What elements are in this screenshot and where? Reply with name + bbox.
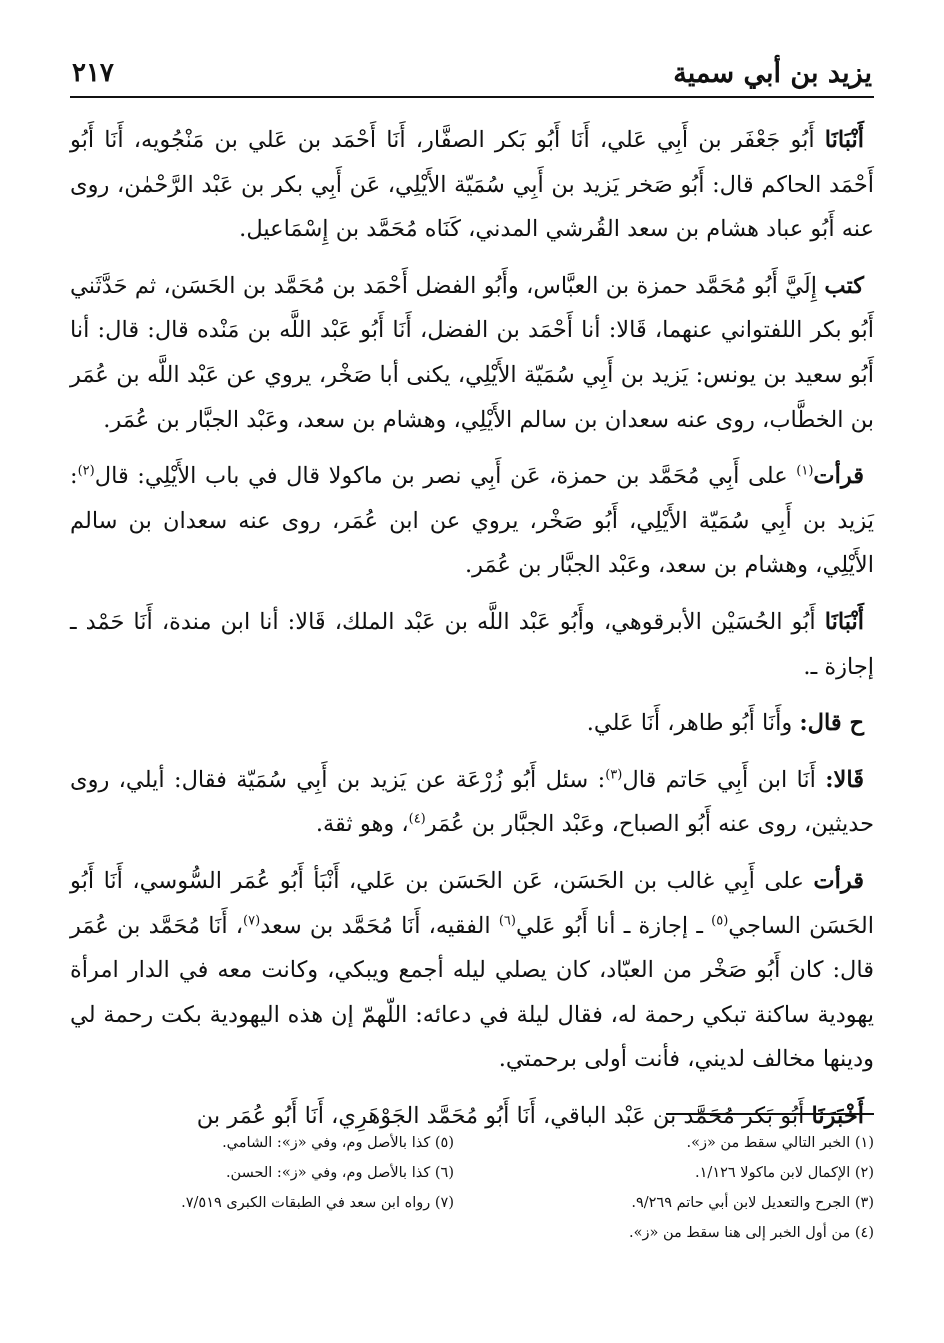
paragraph-text: الفقيه، أَنَا مُحَمَّد بن سعد [260,912,499,939]
footnote-number: (٣) [854,1195,874,1211]
running-header [70,52,874,98]
footnote [454,1218,874,1248]
footnote-text: كذا بالأصل وم، وفي «ز»: الشامي. [222,1135,431,1151]
paragraph-keyword: قرأت [813,867,864,894]
footnote-number: (٢) [854,1165,874,1181]
footnote-text: الخبر التالي سقط من «ز». [686,1135,851,1151]
footnote [454,1128,874,1158]
footnote-number: (٤) [854,1225,874,1241]
footnote-marker: (٥) [711,913,729,928]
paragraph-text: : يَزيد بن أَبِي سُمَيّة الأَيْلِي، أَبُو صَخْر، يروي عن ابن عُمَر، روى عنه سعدان بن سالم الأَيْلِي، وهشام بن سعد، وعَبْد الجبَّار بن عُمَر. [70,463,874,579]
paragraph-text: أَنَا ابن أَبِي حَاتم قال [622,766,826,793]
paragraph-text: ، وهو ثقة. [315,811,409,838]
paragraph-keyword: قرأت [813,463,864,490]
paragraph-keyword: كتب [824,272,864,299]
paragraph [70,118,874,252]
paragraph-text: ـ إجازة ـ أنا أَبُو عَلي [515,912,712,939]
paragraph-text: أَبُو الحُسَيْن الأبرقوهي، وأَبُو عَبْد اللَّه بن عَبْد الملك، قَالا: أنا ابن مندة، أَنَا حَمْد ـ إجازة ـ. [70,608,874,680]
paragraph-text: وأَنَا أَبُو طاهر، أَنَا عَلي. [586,710,800,737]
paragraph-keyword: أَخْبَرَنَا [811,1102,864,1129]
footnote [454,1158,874,1188]
paragraph [70,758,874,847]
footnote-marker: (٦) [498,913,516,928]
paragraph-text: أَبُو جَعْفَر بن أَبِي عَلي، أَنَا أَبُو بَكر الصفَّار، أَنَا أَحْمَد بن عَلي بن مَنْجُويه، أَنَا أَبُو أَحْمَد الحاكم قال: أَبُو صَخر يَزيد بن أَبِي سُمَيّة الأَيْلِي، عَن أَبِي بكر بن عَبْد الرَّحْمٰن، روى عنه أَبُو عباد هشام بن سعد القُرشي المدني، كَنَاه مُحَمَّد بن إِسْمَاعيل. [70,127,874,243]
main-text [70,118,874,1150]
paragraph-text: على أَبِي مُحَمَّد بن حمزة، عَن أَبِي نصر بن ماكولا قال في باب الأَيْلِي: قال [94,463,797,490]
footnote-text: كذا بالأصل وم، وفي «ز»: الحسن. [225,1165,431,1181]
paragraph-text: إِلَيَّ أَبُو مُحَمَّد حمزة بن العبَّاس، وأَبُو الفضل أَحْمَد بن مُحَمَّد بن الحَسَن، ثم حَدَّثَني أَبُو بكر اللفتواني عنهما، قَالا: أنا أَحْمَد بن الفضل، أَنَا أَبُو عَبْد اللَّه بن مَنْده قال: قال: أنا أَبُو سعيد بن يونس: يَزيد بن أَبِي سُمَيّة الأَيْلِي، يكنى أبا صَخْر، يروي عن عَبْد اللَّه بن عُمَر بن الخطَّاب، روى عنه سعدان بن سالم الأَيْلِي، وهشام بن سعد، وعَبْد الجبَّار بن عُمَر. [70,272,874,433]
footnote-text: من أول الخبر إلى هنا سقط من «ز». [629,1225,851,1241]
paragraph [70,701,874,746]
footnote [70,1188,454,1218]
footnote-text: الإكمال لابن ماكولا ١/١٢٦. [695,1165,851,1181]
paragraph [70,454,874,588]
paragraph-keyword: أَنْبَانَا [824,608,864,635]
running-title: يزيد بن أبي سمية [673,58,872,89]
footnote-marker: (٢) [77,463,95,479]
footnote-number: (٦) [434,1165,454,1181]
footnote-number: (٧) [434,1195,454,1211]
footnotes-column-right [454,1128,874,1248]
footnote-text: الجرح والتعديل لابن أبي حاتم ٩/٢٦٩. [631,1195,851,1211]
footnote-number: (٥) [434,1135,454,1151]
paragraph [70,264,874,442]
footnote-text: رواه ابن سعد في الطبقات الكبرى ٧/٥١٩. [181,1195,431,1211]
paragraph-text: ، أَنَا مُحَمَّد بن عُمَر قال: كان أَبُو صَخْر من العبّاد، كان يصلي ليله أجمع ويبكي، وكانت معه في الدار امرأة يهودية ساكنة تبكي رحمة له، فقال ليلة في دعائه: اللّهمّ إن هذه اليهودية بكت رحمة لي ودينها مخالف لديني، فأنت أولى برحمتي. [70,912,874,1073]
paragraph-text: على أَبِي غالب بن الحَسَن، عَن الحَسَن بن عَلي، أَنْبَأ أَبُو عُمَر السُّوسي، أَنَا أَبُو الحَسَن الساجي [70,867,875,939]
footnote-marker: (١) [796,463,814,479]
page-number: ٢١٧ [72,58,114,88]
paragraph-keyword: ح قال: [799,710,864,737]
paragraph-keyword: قَالا: [825,766,864,793]
footnote-marker: (٤) [408,811,426,827]
paragraph [70,859,874,1082]
paragraph [70,600,874,689]
footnotes-column-left [70,1128,454,1218]
paragraph-text: : سئل أَبُو زُرْعَة عن يَزيد بن أَبِي سُمَيّة فقال: أيلي، روى حديثين، روى عنه أَبُو الصباح، وعَبْد الجبَّار بن عُمَر [70,766,874,838]
footnote [70,1128,454,1158]
footnote [454,1188,874,1218]
footnote-marker: (٣) [605,767,623,783]
footnote-marker: (٧) [243,913,261,928]
footnote-number: (١) [854,1135,874,1151]
paragraph-text: أَبُو بَكر مُحَمَّد بن عَبْد الباقي، أَنَا أَبُو مُحَمَّد الجَوْهَرِي، أَنَا أَبُو عُمَر بن [196,1102,812,1129]
footnote-divider [666,1113,874,1115]
paragraph-keyword: أَنْبَانَا [824,127,864,153]
footnote [70,1158,454,1188]
